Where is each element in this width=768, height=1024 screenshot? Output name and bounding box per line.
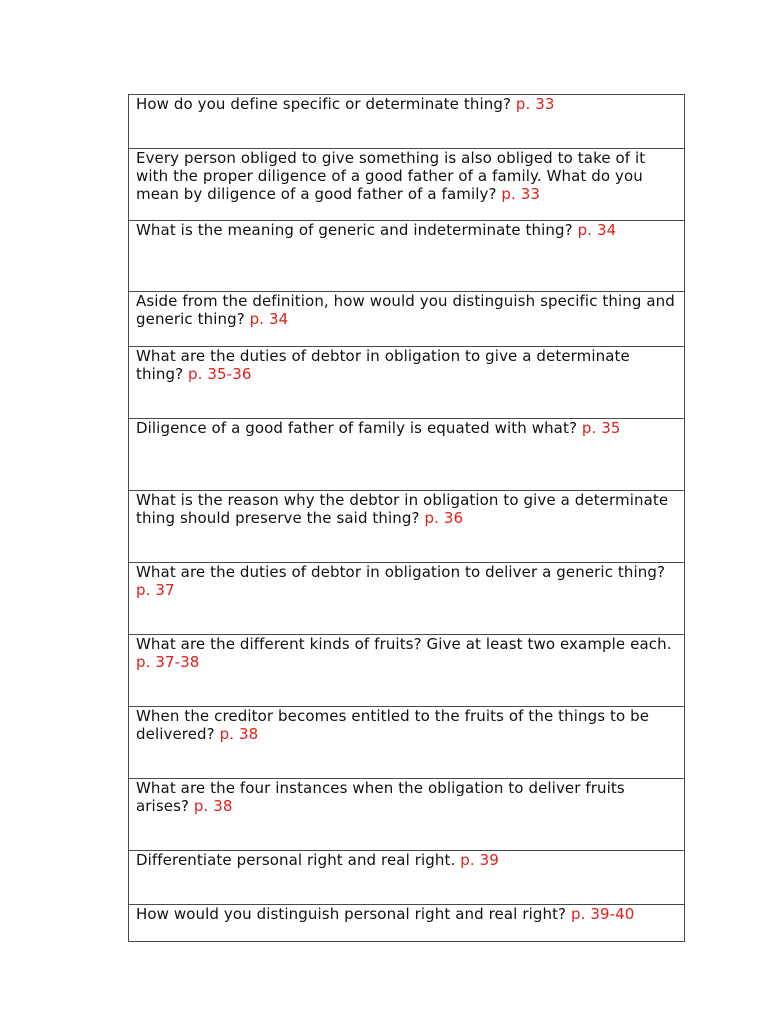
question-text: What is the meaning of generic and indeterminate thing? [136,221,573,239]
question-text: What is the reason why the debtor in obligation to give a determinate thing should preserve the said thing? [136,491,669,527]
table-cell [129,707,685,779]
table-cell [129,905,685,942]
question-text: What are the duties of debtor in obligation to give a determinate thing? [136,347,630,383]
table-row [129,347,685,419]
page-reference: p. 38 [193,797,233,815]
table-row [129,221,685,292]
question-text: What are the different kinds of fruits? Give at least two example each. [136,635,672,653]
question-text: What are the four instances when the obligation to deliver fruits arises? [136,779,625,815]
page-reference: p. 34 [249,310,289,328]
question-text: What are the duties of debtor in obligation to deliver a generic thing? [136,563,666,581]
table-row [129,419,685,491]
table-cell [129,149,685,221]
question-table [128,94,685,942]
question-text: Diligence of a good father of family is equated with what? [136,419,578,437]
table-cell [129,221,685,292]
table-cell [129,292,685,347]
page-reference: p. 35-36 [188,365,252,383]
table-cell [129,347,685,419]
page-reference: p. 37-38 [136,653,200,671]
page-reference: p. 37 [136,581,175,599]
question-text: Every person obliged to give something is also obliged to take of it with the proper diligence of a good father of a family. What do you mean by diligence of a good father of a family? [136,149,646,203]
table-row [129,779,685,851]
table-row [129,95,685,149]
question-text: How do you define specific or determinate thing? [136,95,512,113]
table-cell [129,851,685,905]
table-cell [129,779,685,851]
page-reference: p. 33 [515,95,555,113]
page-reference: p. 39-40 [571,905,635,923]
table-row [129,149,685,221]
table-row [129,905,685,942]
table-row [129,563,685,635]
table-row [129,851,685,905]
table-cell [129,563,685,635]
table-cell [129,635,685,707]
page-reference: p. 39 [460,851,499,869]
page-reference: p. 33 [501,185,541,203]
table-cell [129,491,685,563]
table-row [129,707,685,779]
document-page [128,94,685,942]
page-reference: p. 38 [219,725,259,743]
question-text: Aside from the definition, how would you distinguish specific thing and generic thing? [136,292,675,328]
page-reference: p. 36 [424,509,464,527]
table-cell [129,419,685,491]
table-cell [129,95,685,149]
page-reference: p. 34 [577,221,617,239]
page-reference: p. 35 [581,419,621,437]
question-text: When the creditor becomes entitled to the fruits of the things to be delivered? [136,707,650,743]
table-row [129,491,685,563]
table-row [129,635,685,707]
question-text: Differentiate personal right and real right. [136,851,456,869]
table-row [129,292,685,347]
question-text: How would you distinguish personal right and real right? [136,905,567,923]
